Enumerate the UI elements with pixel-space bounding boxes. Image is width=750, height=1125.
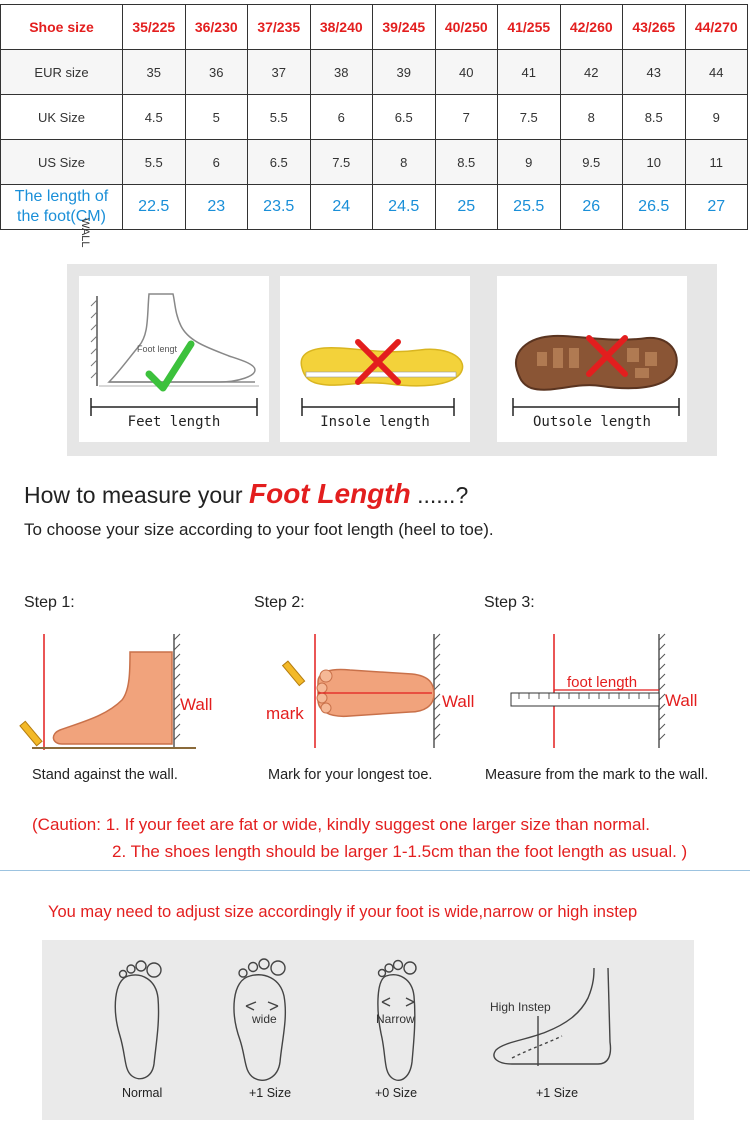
section-divider [0, 870, 750, 871]
step-1-caption: Stand against the wall. [32, 767, 178, 783]
step-2-label: Step 2: [254, 594, 305, 611]
table-cell: 5 [185, 95, 248, 140]
insole-length-caption: Insole length [320, 414, 430, 430]
foot-length-label-line1: The length of [14, 188, 109, 205]
adjust-size-note: You may need to adjust size accordingly if your foot is wide,narrow or high instep [48, 903, 638, 921]
table-cell: 42/260 [560, 5, 623, 50]
outsole-length-caption: Outsole length [532, 414, 651, 430]
table-cell: 6 [185, 140, 248, 185]
table-row [1, 95, 748, 140]
table-cell: 42 [560, 50, 623, 95]
normal-foot-icon [115, 961, 161, 1079]
table-cell: 7.5 [310, 140, 373, 185]
table-cell: 43 [623, 50, 686, 95]
table-cell: 25 [435, 185, 498, 230]
step-2-wall-label: Wall [442, 692, 475, 711]
foot-length-label: Foot lengt [137, 344, 178, 354]
feet-length-card [79, 218, 269, 442]
table-cell: 43/265 [623, 5, 686, 50]
wall-label: WALL [79, 218, 91, 248]
table-header-row [1, 5, 748, 50]
table-cell: 44 [685, 50, 748, 95]
step-3-illustration [505, 630, 745, 755]
table-cell: 9.5 [560, 140, 623, 185]
table-cell: 24.5 [373, 185, 436, 230]
size-chart-table [0, 4, 748, 230]
how-to-title-emphasis: Foot Length [248, 478, 411, 509]
table-cell: 6.5 [373, 95, 436, 140]
table-cell: 41 [498, 50, 561, 95]
step-3-wall-label: Wall [665, 691, 698, 710]
table-cell: 7 [435, 95, 498, 140]
table-cell: 4.5 [123, 95, 186, 140]
step-3-caption: Measure from the mark to the wall. [485, 767, 709, 783]
feet-length-caption: Feet length [127, 414, 221, 430]
table-row-foot-length [1, 185, 748, 230]
table-cell: 8.5 [623, 95, 686, 140]
foot-length-label-line2: the foot(CM) [17, 208, 106, 225]
narrow-label: Narrow [376, 1012, 415, 1026]
step-2-mark-label: mark [266, 704, 304, 723]
table-cell: 26.5 [623, 185, 686, 230]
table-cell: 9 [685, 95, 748, 140]
table-cell: 8 [560, 95, 623, 140]
table-cell: 10 [623, 140, 686, 185]
table-cell: 23 [185, 185, 248, 230]
high-instep-foot-icon [494, 968, 611, 1066]
measure-method-panel [67, 218, 717, 456]
how-to-title-prefix: How to measure your [24, 482, 249, 508]
table-cell: 6.5 [248, 140, 311, 185]
table-cell: 8 [373, 140, 436, 185]
table-cell: 37/235 [248, 5, 311, 50]
caution-line-1: (Caution: 1. If your feet are fat or wide, kindly suggest one larger size than normal. [32, 815, 650, 834]
table-cell: 44/270 [685, 5, 748, 50]
table-cell: 24 [310, 185, 373, 230]
table-cell: 5.5 [123, 140, 186, 185]
table-cell: 38 [310, 50, 373, 95]
table-cell: 22.5 [123, 185, 186, 230]
table-cell: 8.5 [435, 140, 498, 185]
how-to-title [24, 478, 468, 510]
table-cell: 36 [185, 50, 248, 95]
table-cell: 36/230 [185, 5, 248, 50]
normal-caption: Normal [122, 1086, 163, 1100]
step-2-caption: Mark for your longest toe. [268, 767, 433, 783]
outsole-length-card [497, 276, 687, 442]
table-cell: 35 [123, 50, 186, 95]
table-cell: 40/250 [435, 5, 498, 50]
table-cell: 7.5 [498, 95, 561, 140]
wide-label: wide [252, 1012, 277, 1026]
table-row-label: UK Size [1, 95, 123, 140]
table-cell: 6 [310, 95, 373, 140]
table-cell: 23.5 [248, 185, 311, 230]
table-row-label: EUR size [1, 50, 123, 95]
table-cell: 9 [498, 140, 561, 185]
table-cell: 11 [685, 140, 748, 185]
table-row-label: US Size [1, 140, 123, 185]
table-cell: 39/245 [373, 5, 436, 50]
pencil-icon [283, 661, 305, 685]
caution-line-2: 2. The shoes length should be larger 1-1.5cm than the foot length as usual. ) [112, 842, 688, 861]
step-3-foot-length-label: foot length [567, 674, 638, 691]
wide-caption: +1 Size [249, 1086, 292, 1100]
table-row-label [1, 185, 123, 230]
table-cell: 5.5 [248, 95, 311, 140]
table-cell: 37 [248, 50, 311, 95]
how-to-subtitle: To choose your size according to your foot length (heel to toe). [24, 520, 494, 539]
high-instep-caption: +1 Size [536, 1086, 579, 1100]
table-cell: 25.5 [498, 185, 561, 230]
table-cell: 41/255 [498, 5, 561, 50]
narrow-caption: +0 Size [375, 1086, 418, 1100]
how-to-title-suffix: ......? [410, 482, 469, 508]
ruler-icon [511, 693, 659, 706]
table-cell: 38/240 [310, 5, 373, 50]
table-row [1, 50, 748, 95]
table-cell: 35/225 [123, 5, 186, 50]
insole-length-card [280, 276, 470, 442]
step-2-illustration [260, 630, 480, 755]
table-cell: 40 [435, 50, 498, 95]
table-row-label: Shoe size [1, 5, 123, 50]
high-instep-label: High Instep [490, 1000, 551, 1014]
table-cell: 27 [685, 185, 748, 230]
step-1-label: Step 1: [24, 594, 75, 611]
table-cell: 26 [560, 185, 623, 230]
step-1-wall-label: Wall [180, 695, 213, 714]
pencil-icon [20, 721, 42, 745]
foot-width-panel [42, 940, 694, 1120]
table-row [1, 140, 748, 185]
table-cell: 39 [373, 50, 436, 95]
step-3-label: Step 3: [484, 594, 535, 611]
step-1-illustration [22, 630, 213, 755]
